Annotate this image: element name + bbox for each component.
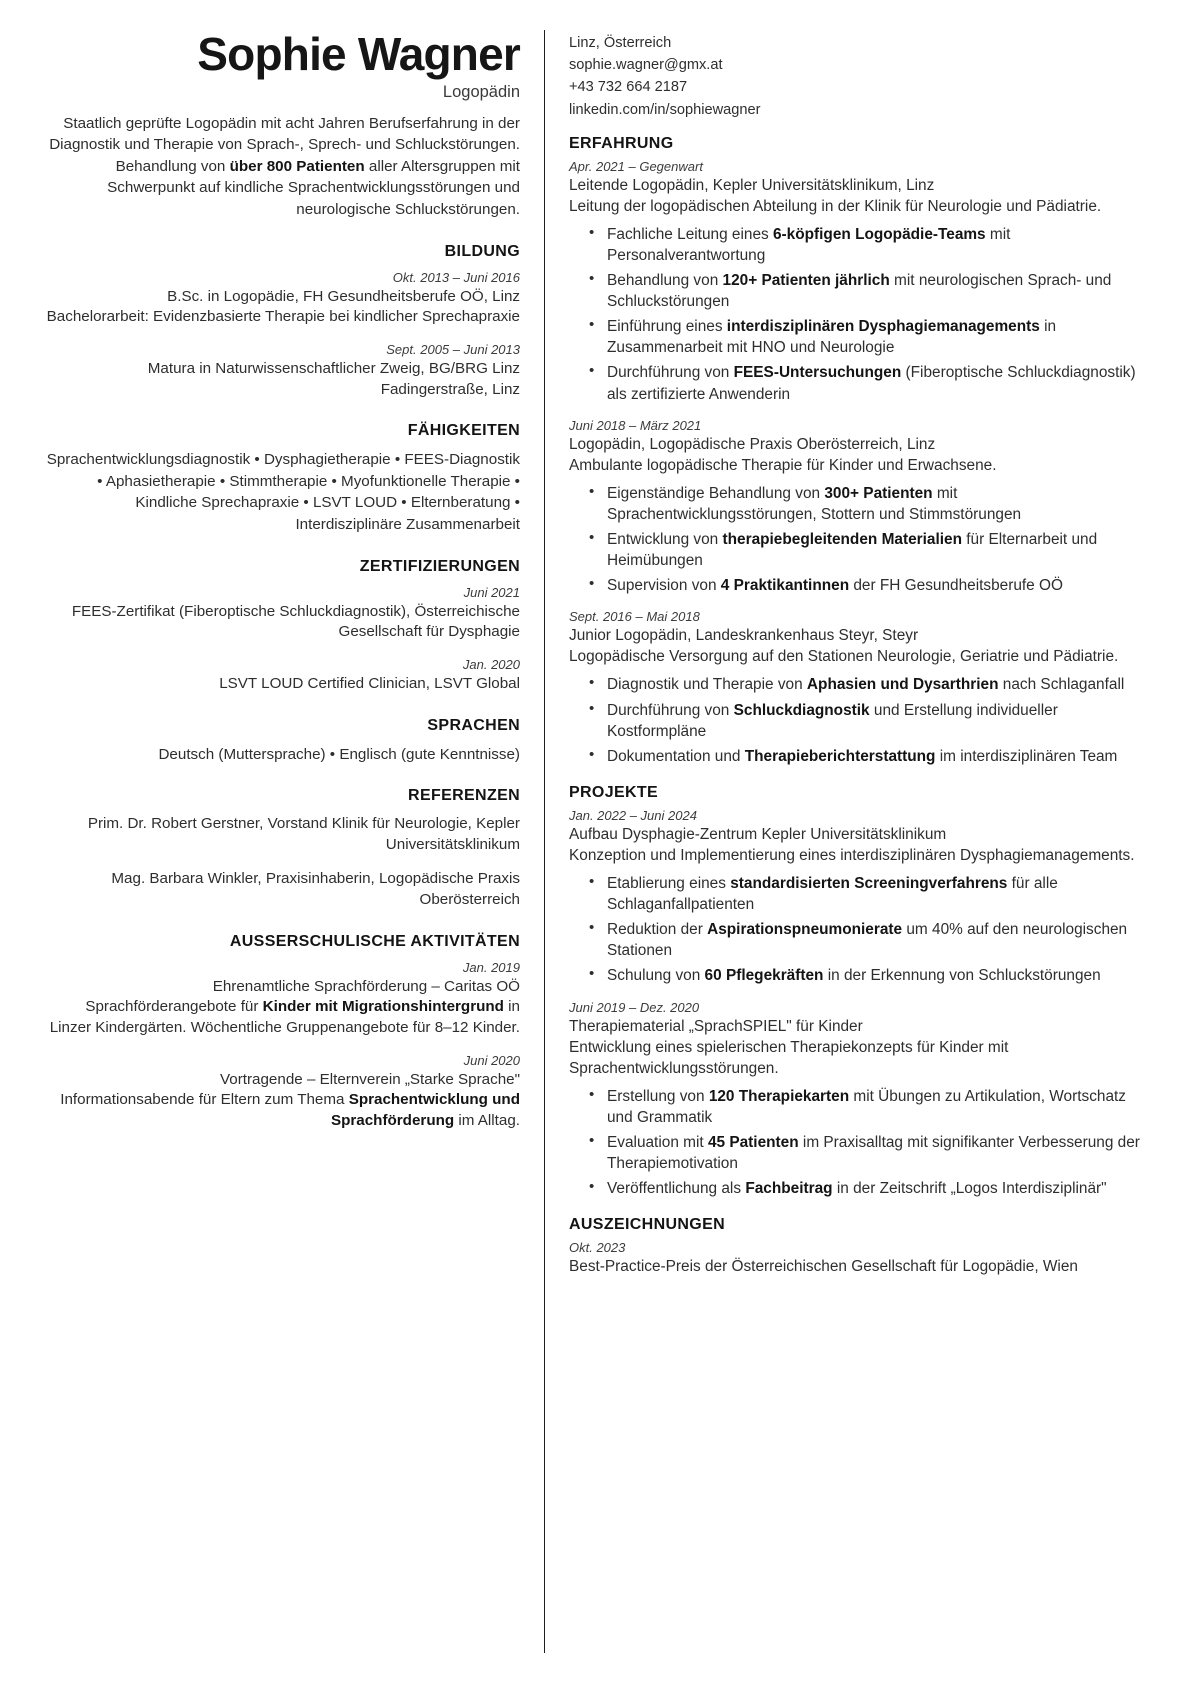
experience-bullets	[587, 674, 1146, 766]
bullet-item: • Evaluation mit 45 Patienten im Praxisalltag mit signifikanter Verbesserung der Therapiemotivation	[587, 1132, 1146, 1174]
section-heading-faehigkeiten: FÄHIGKEITEN	[407, 422, 520, 440]
section-heading-aktivitaeten: AUSSERSCHULISCHE AKTIVITÄTEN	[229, 932, 520, 950]
contact-linkedin[interactable]: linkedin.com/in/sophiewagner	[569, 101, 761, 118]
bullet-item: • Entwicklung von therapiebegleitenden Materialien für Elternarbeit und Heimübungen	[587, 529, 1146, 571]
bullet-item: • Erstellung von 120 Therapiekarten mit Übungen zu Artikulation, Wortschatz und Grammatik	[587, 1086, 1146, 1128]
bullet-item: • Veröffentlichung als Fachbeitrag in der Zeitschrift „Logos Interdisziplinär"	[587, 1178, 1146, 1199]
section-heading-erfahrung: ERFAHRUNG	[569, 134, 674, 152]
experience-description: Logopädische Versorgung auf den Stationen Neurologie, Geriatrie und Pädiatrie.	[569, 648, 1119, 666]
certification-name: FEES-Zertifikat (Fiberoptische Schluckdiagnostik), Österreichische Gesellschaft für Dysphagie	[71, 602, 520, 641]
experience-entry	[569, 159, 1146, 405]
reference-entry	[44, 869, 520, 910]
bullet-item: • Behandlung von 120+ Patienten jährlich mit neurologischen Sprach- und Schluckstörungen	[587, 270, 1146, 312]
section-heading-sprachen: SPRACHEN	[427, 716, 520, 734]
section-heading-auszeichnungen: AUSZEICHNUNGEN	[569, 1216, 726, 1234]
certification-entry	[44, 657, 520, 695]
bullet-item: • Einführung eines interdisziplinären Dysphagiemanagements in Zusammenarbeit mit HNO und Neurologie	[587, 316, 1146, 358]
skills-list: Sprachentwicklungsdiagnostik • Dysphagietherapie • FEES-Diagnostik • Aphasietherapie • Stimmtherapie • Myofunktionelle Therapie • Kindliche Sprechapraxie • LSVT LOUD • Elternberatung • Interdisziplinäre Zusammenarbeit	[46, 451, 520, 533]
project-date: Juni 2019 – Dez. 2020	[569, 999, 700, 1015]
project-date: Jan. 2022 – Juni 2024	[569, 807, 697, 823]
languages-list: Deutsch (Muttersprache) • Englisch (gute Kenntnisse)	[158, 745, 520, 763]
contact-email[interactable]: sophie.wagner@gmx.at	[569, 57, 723, 74]
education-entry	[44, 342, 520, 400]
contact-phone[interactable]: +43 732 664 2187	[569, 79, 688, 96]
section-heading-referenzen: REFERENZEN	[408, 787, 520, 805]
bullet-item: • Etablierung eines standardisierten Screeningverfahrens für alle Schlaganfallpatienten	[587, 873, 1146, 915]
project-title: Therapiematerial „SprachSPIEL" für Kinder	[569, 1017, 863, 1035]
experience-role: Leitende Logopädin, Kepler Universitätsklinikum, Linz	[569, 176, 935, 194]
profile-summary: Staatlich geprüfte Logopädin mit acht Jahren Berufserfahrung in der Diagnostik und Therapie von Sprach-, Sprech- und Schluckstörungen. Behandlung von über 800 Patienten aller Altersgruppen mit Schwerpunkt auf kindliche Sprachentwicklungsstörungen und neurologische Schluckstörungen.	[49, 114, 520, 218]
experience-date: Apr. 2021 – Gegenwart	[569, 158, 703, 174]
right-column	[545, 30, 1146, 1653]
education-date: Okt. 2013 – Juni 2016	[392, 269, 520, 285]
project-entry	[569, 1000, 1146, 1200]
bullet-item: • Schulung von 60 Pflegekräften in der Erkennung von Schluckstörungen	[587, 965, 1146, 986]
award-date: Okt. 2023	[569, 1240, 626, 1256]
award-entry	[569, 1240, 1146, 1277]
bullet-item: • Durchführung von FEES-Untersuchungen (Fiberoptische Schluckdiagnostik) als zertifizierte Anwenderin	[587, 362, 1146, 404]
experience-entry	[569, 418, 1146, 597]
certification-date: Jan. 2020	[462, 656, 520, 672]
activity-entry	[44, 1053, 520, 1132]
reference-name: Mag. Barbara Winkler, Praxisinhaberin, Logopädische Praxis Oberösterreich	[111, 870, 520, 909]
bullet-item: • Reduktion der Aspirationspneumonierate um 40% auf den neurologischen Stationen	[587, 919, 1146, 961]
project-bullets	[587, 873, 1146, 986]
activity-entry	[44, 960, 520, 1039]
reference-name: Prim. Dr. Robert Gerstner, Vorstand Klinik für Neurologie, Kepler Universitätsklinikum	[87, 815, 520, 853]
job-title: Logopädin	[442, 82, 520, 101]
contact-location: Linz, Österreich	[569, 35, 672, 51]
bullet-item: • Eigenständige Behandlung von 300+ Patienten mit Sprachentwicklungsstörungen, Stottern und Stimmstörungen	[587, 483, 1146, 525]
experience-description: Leitung der logopädischen Abteilung in der Klinik für Neurologie und Pädiatrie.	[569, 197, 1102, 215]
award-title: Best-Practice-Preis der Österreichischen Gesellschaft für Logopädie, Wien	[569, 1258, 1078, 1276]
activity-title: Ehrenamtliche Sprachförderung – Caritas OÖ	[212, 977, 520, 995]
project-description: Entwicklung eines spielerischen Therapiekonzepts für Kinder mit Sprachentwicklungsstörungen.	[569, 1038, 1009, 1077]
experience-bullets	[587, 483, 1146, 596]
certification-date: Juni 2021	[463, 584, 520, 600]
experience-date: Juni 2018 – März 2021	[569, 417, 702, 433]
activity-date: Jan. 2019	[462, 959, 520, 975]
activity-description: Informationsabende für Eltern zum Thema Sprachentwicklung und Sprachförderung im Alltag.	[60, 1091, 520, 1130]
bullet-item: • Diagnostik und Therapie von Aphasien und Dysarthrien nach Schlaganfall	[587, 674, 1146, 695]
left-column	[44, 30, 544, 1653]
education-date: Sept. 2005 – Juni 2013	[386, 341, 520, 357]
project-title: Aufbau Dysphagie-Zentrum Kepler Universitätsklinikum	[569, 825, 947, 843]
reference-entry	[44, 814, 520, 855]
project-description: Konzeption und Implementierung eines interdisziplinären Dysphagiemanagements.	[569, 846, 1135, 864]
bullet-item: • Durchführung von Schluckdiagnostik und Erstellung individueller Kostformpläne	[587, 700, 1146, 742]
bullet-item: • Fachliche Leitung eines 6-köpfigen Logopädie-Teams mit Personalverantwortung	[587, 224, 1146, 266]
section-heading-projekte: PROJEKTE	[569, 783, 659, 801]
education-degree: Matura in Naturwissenschaftlicher Zweig, BG/BRG Linz Fadingerstraße, Linz	[147, 359, 520, 398]
experience-entry	[569, 609, 1146, 767]
activity-description: Sprachförderangebote für Kinder mit Migrationshintergrund in Linzer Kindergärten. Wöchentliche Gruppenangebote für 8–12 Kinder.	[49, 998, 520, 1037]
experience-role: Junior Logopädin, Landeskrankenhaus Steyr, Steyr	[569, 627, 919, 645]
section-heading-zertifizierungen: ZERTIFIZIERUNGEN	[359, 557, 520, 575]
experience-description: Ambulante logopädische Therapie für Kinder und Erwachsene.	[569, 456, 997, 474]
certification-name: LSVT LOUD Certified Clinician, LSVT Global	[219, 674, 520, 692]
bullet-item: • Dokumentation und Therapieberichterstattung im interdisziplinären Team	[587, 746, 1146, 767]
experience-bullets	[587, 224, 1146, 405]
education-degree: B.Sc. in Logopädie, FH Gesundheitsberufe OÖ, Linz	[167, 287, 520, 305]
education-entry	[44, 270, 520, 328]
education-thesis: Bachelorarbeit: Evidenzbasierte Therapie bei kindlicher Sprechapraxie	[46, 308, 520, 326]
activity-date: Juni 2020	[463, 1052, 520, 1068]
section-heading-bildung: BILDUNG	[444, 242, 520, 260]
project-bullets	[587, 1086, 1146, 1199]
page-title: Sophie Wagner	[197, 28, 520, 80]
project-entry	[569, 808, 1146, 987]
bullet-item: • Supervision von 4 Praktikantinnen der FH Gesundheitsberufe OÖ	[587, 575, 1146, 596]
certification-entry	[44, 585, 520, 643]
experience-date: Sept. 2016 – Mai 2018	[569, 609, 700, 625]
activity-title: Vortragende – Elternverein „Starke Sprache"	[219, 1070, 520, 1088]
experience-role: Logopädin, Logopädische Praxis Oberösterreich, Linz	[569, 435, 936, 453]
